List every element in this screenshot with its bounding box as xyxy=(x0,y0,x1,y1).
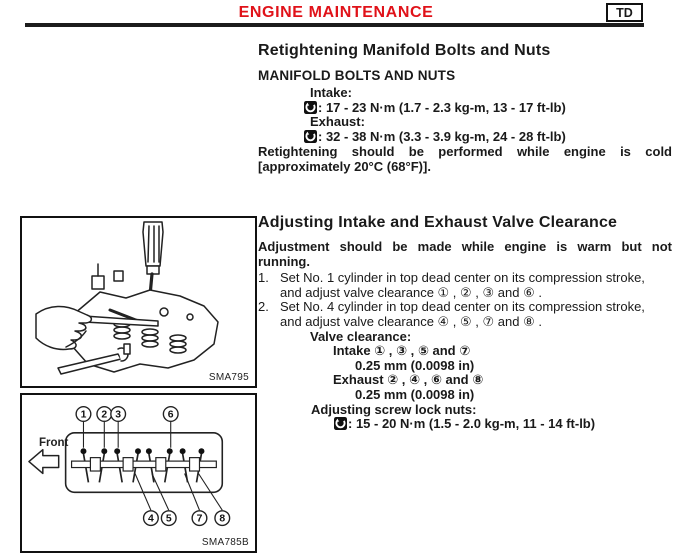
torque-wrench-icon xyxy=(304,130,317,143)
section1-subtitle: MANIFOLD BOLTS AND NUTS xyxy=(258,68,456,83)
spec-label-exhaust: Exhaust: xyxy=(310,114,365,130)
clearance-heading: Valve clearance: xyxy=(310,328,412,344)
clearance-exhaust-label: Exhaust ② , ④ , ⑥ and ⑧ xyxy=(333,372,484,388)
section2-intro-line2: running. xyxy=(258,253,310,269)
spec-value-exhaust: : 32 - 38 N·m (3.3 - 3.9 kg-m, 24 - 28 ft-lb) xyxy=(318,128,566,144)
illustration-svg xyxy=(22,218,255,386)
valve-diagram-svg xyxy=(22,395,255,551)
step-1 xyxy=(258,271,672,300)
svg-text:7: 7 xyxy=(196,513,203,525)
figure1-caption: SMA795 xyxy=(208,372,249,383)
svg-text:5: 5 xyxy=(165,513,172,525)
step-2-text: Set No. 4 cylinder in top dead center on its compression stroke, and adjust valve clearance ④ , ⑤ , ⑦ and ⑧ . xyxy=(280,299,645,329)
adjusting-screw-dot xyxy=(146,448,152,454)
spec-value-intake: : 17 - 23 N·m (1.7 - 2.3 kg-m, 13 - 17 ft-lb) xyxy=(318,99,566,115)
adjusting-screw-dot xyxy=(135,448,141,454)
torque-wrench-icon xyxy=(304,101,317,114)
section-retightening-manifold xyxy=(258,42,672,175)
torque-wrench-icon xyxy=(334,417,347,430)
section1-title: Retightening Manifold Bolts and Nuts xyxy=(258,42,551,59)
clearance-intake-value: 0.25 mm (0.0098 in) xyxy=(355,357,475,373)
spec-label-intake: Intake: xyxy=(310,85,352,100)
figure-valve-adjusting-illustration xyxy=(20,216,257,388)
section2-title: Adjusting Intake and Exhaust Valve Clearance xyxy=(258,214,618,231)
svg-text:3: 3 xyxy=(115,409,122,421)
front-direction-label: Front xyxy=(39,437,69,449)
section2-intro-line1: Adjustment should be made while engine is warm but not xyxy=(258,239,672,254)
spec-line-exhaust xyxy=(258,130,672,145)
section-valve-clearance xyxy=(258,214,672,432)
adjusting-screw-dot xyxy=(114,448,120,454)
section1-note-line1: Retightening should be performed while engine is cold xyxy=(258,144,672,160)
figure-valve-number-diagram xyxy=(20,393,257,553)
clearance-exhaust-value: 0.25 mm (0.0098 in) xyxy=(355,386,475,402)
adjusting-screw-dot xyxy=(80,448,86,454)
adjusting-screw-dot xyxy=(180,448,186,454)
svg-text:1: 1 xyxy=(80,409,87,421)
shaft-pedestal xyxy=(156,458,166,471)
svg-text:4: 4 xyxy=(147,513,154,525)
step-1-number: 1. xyxy=(258,270,269,286)
locknut-spec-value: : 15 - 20 N·m (1.5 - 2.0 kg-m, 11 - 14 ft-lb) xyxy=(348,416,596,432)
step-1-text: Set No. 1 cylinder in top dead center on its compression stroke, and adjust valve clearance ① , ② , ③ and ⑥ . xyxy=(280,270,645,300)
locknut-spec-line xyxy=(258,417,672,432)
step-2 xyxy=(258,300,672,329)
section-tag-badge xyxy=(606,3,643,22)
svg-text:6: 6 xyxy=(167,409,174,421)
adjusting-screw-dot xyxy=(167,448,173,454)
adjusting-screw-dot xyxy=(101,448,107,454)
clearance-intake-label: Intake ① , ③ , ⑤ and ⑦ xyxy=(333,343,471,359)
spec-line-intake xyxy=(258,101,672,116)
front-arrow-icon xyxy=(29,450,59,474)
shaft-pedestal xyxy=(190,458,200,471)
section-tag-label: TD xyxy=(616,5,633,20)
header-rule xyxy=(25,23,644,27)
shaft-pedestal xyxy=(90,458,100,471)
section1-note-line2: [approximately 20°C (68°F)]. xyxy=(258,158,431,174)
adjusting-screw-dot xyxy=(198,448,204,454)
page-title: ENGINE MAINTENANCE xyxy=(238,4,434,21)
figure2-caption: SMA785B xyxy=(201,537,249,548)
shaft-pedestal xyxy=(123,458,133,471)
svg-text:8: 8 xyxy=(219,513,226,525)
locknut-heading: Adjusting screw lock nuts: xyxy=(311,401,477,417)
step-2-number: 2. xyxy=(258,299,269,315)
svg-text:2: 2 xyxy=(101,409,108,421)
